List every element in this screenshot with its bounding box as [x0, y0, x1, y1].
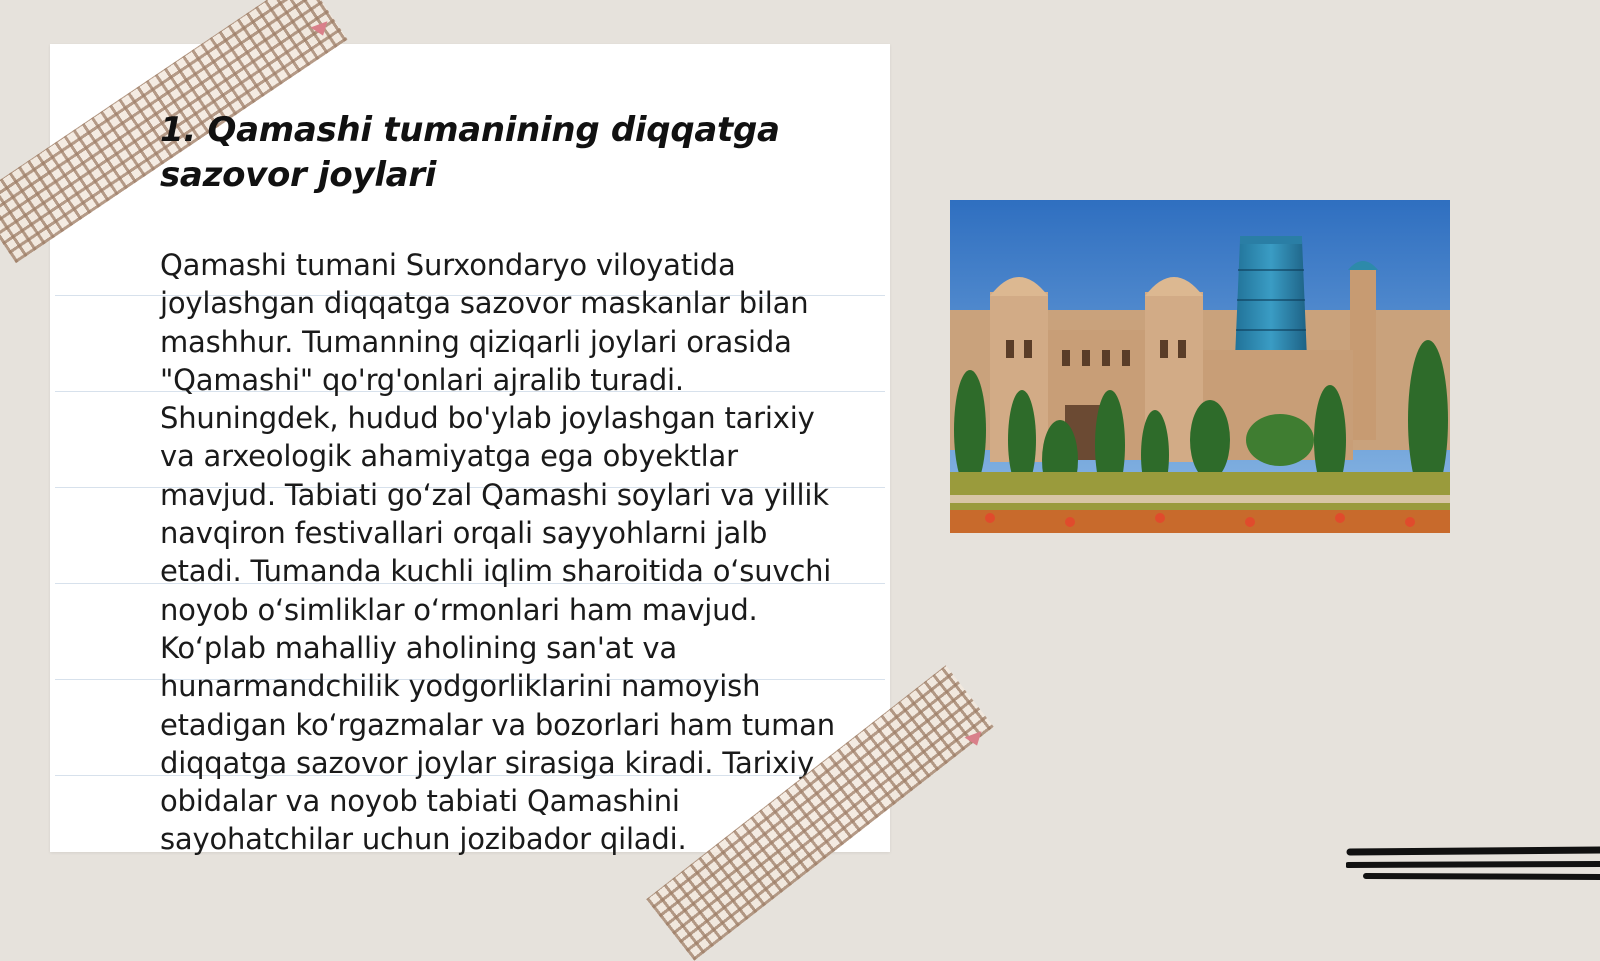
slide-body-text: Qamashi tumani Surxondaryo viloyatida joylashgan diqqatga sazovor maskanlar bilan mashhur. Tumanning qiziqarli joylari orasida "Qamashi" qo'rg'onlari ajralib turadi. Shuningdek, hudud bo'ylab joylashgan tarixiy va arxeologik ahamiyatga ega obyektlar mavjud. Tabiati go‘zal Qamashi soylari va yillik navqiron festivallari orqali sayyohlarni jalb etadi. Tumanda kuchli iqlim sharoitida o‘suvchi noyob o‘simliklar o‘rmonlari ham mavjud. Ko‘plab mahalliy aholining san'at va hunarmandchilik yodgorliklarini namoyish etadigan ko‘rgazmalar va bozorlari ham tuman diqqatga sazovor joylar sirasiga kiradi. Tarixiy obidalar va noyob tabiati Qamashini sayohatchilar uchun jozibador qiladi. — [160, 248, 835, 857]
brush-stroke-decoration — [1346, 846, 1600, 886]
slide-title: 1. Qamashi tumanining diqqatga sazovor joylari — [160, 110, 780, 195]
khiva-fortress-photo — [950, 200, 1450, 533]
